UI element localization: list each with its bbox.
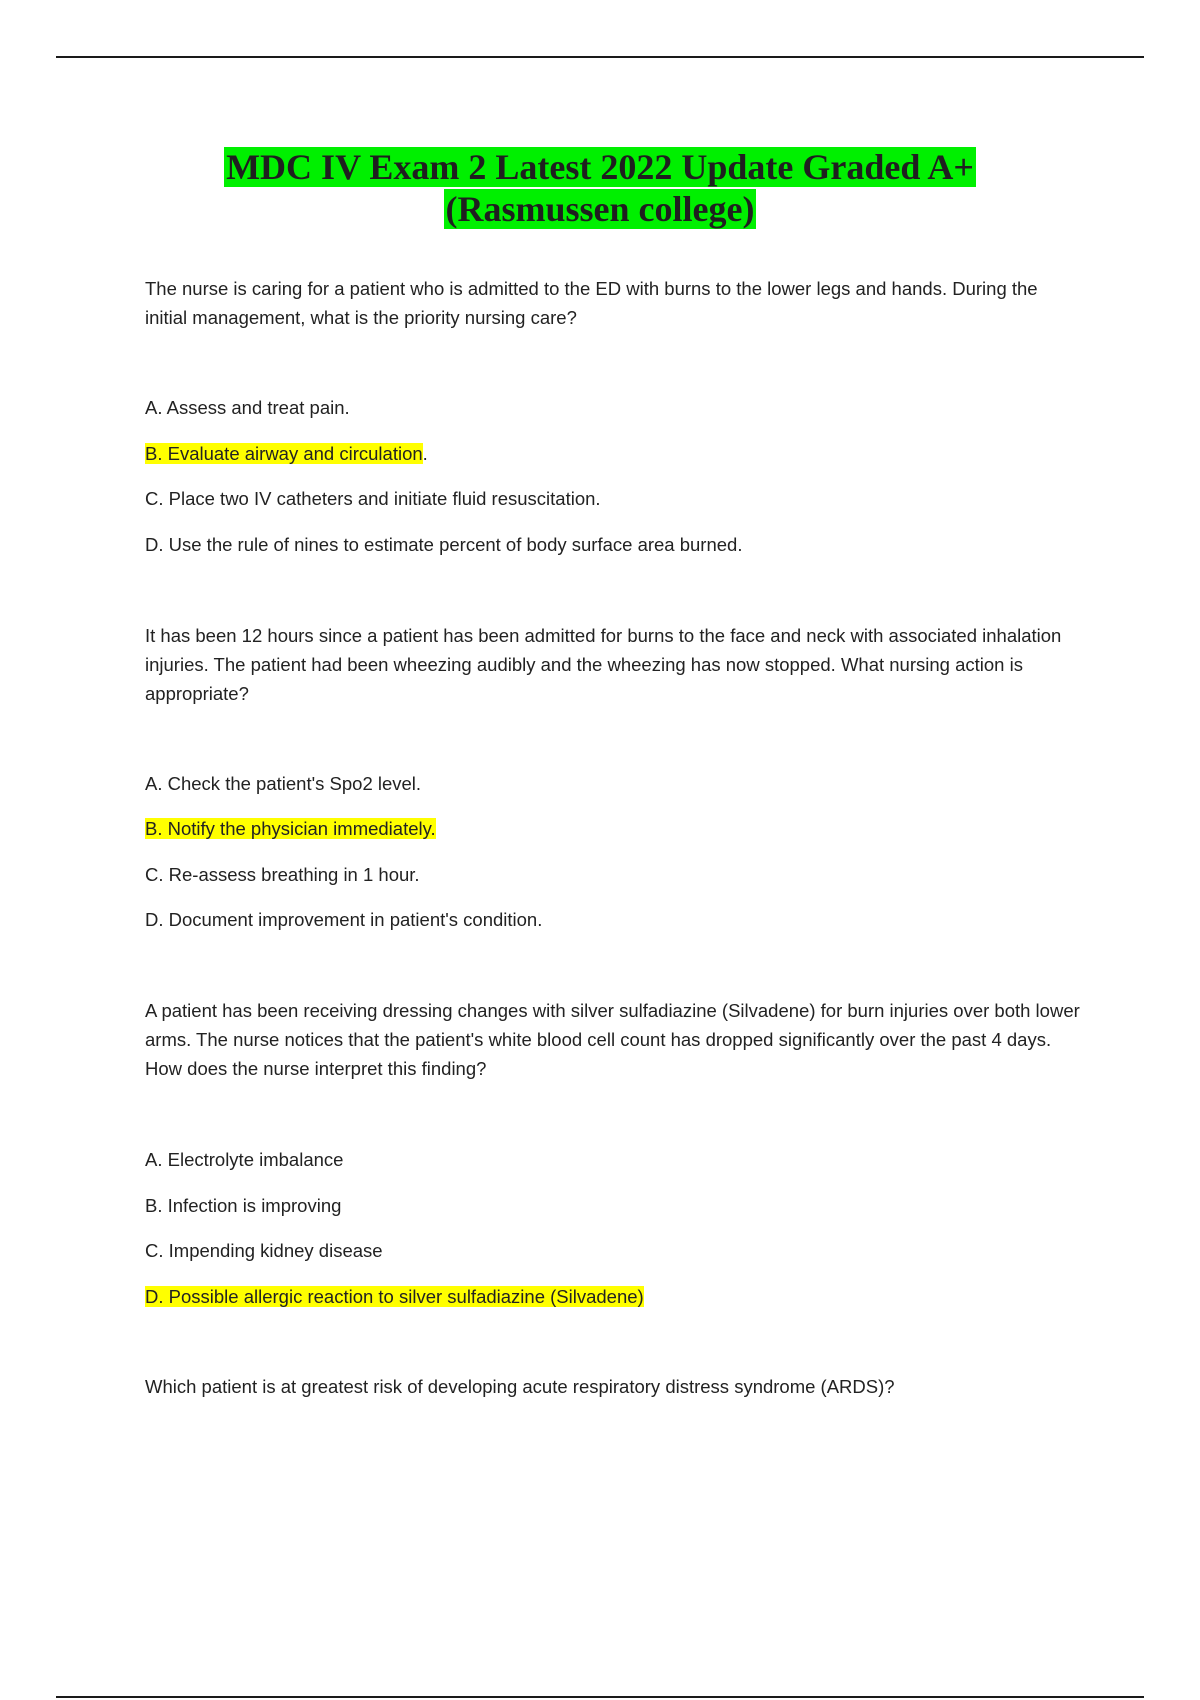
question-3 xyxy=(145,996,1080,1083)
option-text: C. Impending kidney disease xyxy=(145,1240,383,1261)
question-1-option-b xyxy=(145,439,1080,468)
document-title xyxy=(0,146,1200,230)
question-1-option-c xyxy=(145,484,1080,513)
option-text: A. Assess and treat pain. xyxy=(145,397,350,418)
title-line-2: (Rasmussen college) xyxy=(445,189,755,229)
question-text: Which patient is at greatest risk of developing acute respiratory distress syndrome (ARDS)? xyxy=(145,1376,895,1397)
option-text: B. Infection is improving xyxy=(145,1195,342,1216)
question-3-option-b xyxy=(145,1191,1080,1220)
correct-answer-highlight: D. Possible allergic reaction to silver sulfadiazine (Silvadene) xyxy=(145,1286,644,1307)
question-2-option-b xyxy=(145,814,1080,843)
correct-answer-highlight: B. Notify the physician immediately. xyxy=(145,818,436,839)
option-suffix: . xyxy=(422,443,428,464)
option-text: C. Re-assess breathing in 1 hour. xyxy=(145,864,420,885)
option-text: C. Place two IV catheters and initiate fluid resuscitation. xyxy=(145,488,601,509)
option-text: D. Document improvement in patient's condition. xyxy=(145,909,543,930)
question-2-option-d xyxy=(145,905,1080,934)
question-2-option-a xyxy=(145,769,1080,798)
footer-rule xyxy=(56,1696,1144,1698)
correct-answer-highlight: B. Evaluate airway and circulation xyxy=(145,443,423,464)
question-text: It has been 12 hours since a patient has been admitted for burns to the face and neck with associated inhalation injuries. The patient had been wheezing audibly and the wheezing has now stopped. What nursing action is appropriate? xyxy=(145,625,1062,704)
question-4 xyxy=(145,1372,1080,1401)
question-1-option-d xyxy=(145,530,1080,559)
question-3-option-a xyxy=(145,1145,1080,1174)
question-text: A patient has been receiving dressing changes with silver sulfadiazine (Silvadene) for burn injuries over both lower arms. The nurse notices that the patient's white blood cell count has dropped significantly over the past 4 days. How does the nurse interpret this finding? xyxy=(145,1000,1080,1079)
option-text: A. Electrolyte imbalance xyxy=(145,1149,344,1170)
question-2 xyxy=(145,621,1080,708)
question-1-option-a xyxy=(145,393,1080,422)
question-2-option-c xyxy=(145,860,1080,889)
question-1 xyxy=(145,274,1080,332)
title-line-1: MDC IV Exam 2 Latest 2022 Update Graded A+ xyxy=(226,147,974,187)
question-text: The nurse is caring for a patient who is admitted to the ED with burns to the lower legs and hands. During the initial management, what is the priority nursing care? xyxy=(145,278,1038,328)
question-3-option-d xyxy=(145,1282,1080,1311)
option-text: A. Check the patient's Spo2 level. xyxy=(145,773,422,794)
question-3-option-c xyxy=(145,1236,1080,1265)
header-rule xyxy=(56,56,1144,58)
option-text: D. Use the rule of nines to estimate percent of body surface area burned. xyxy=(145,534,743,555)
